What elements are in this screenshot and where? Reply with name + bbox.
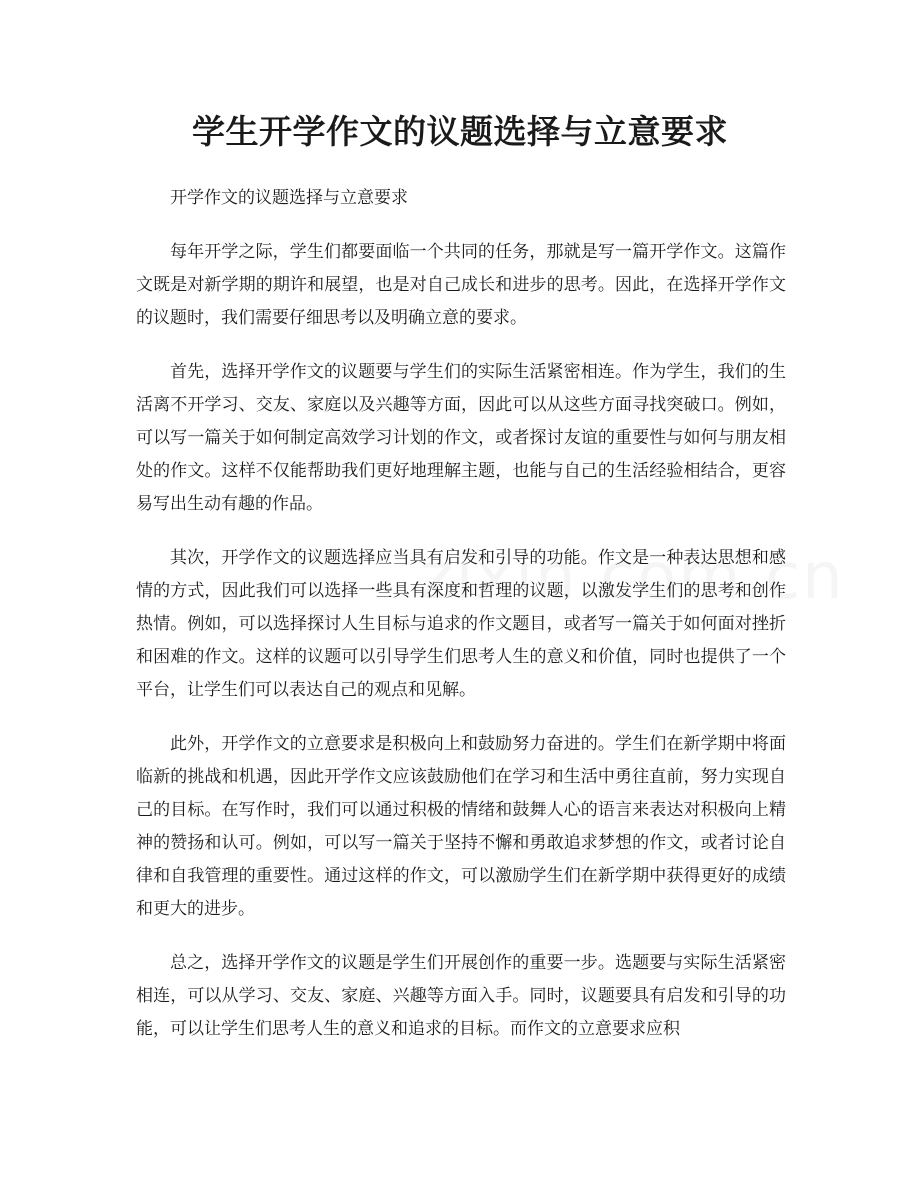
paragraph-1: 每年开学之际，学生们都要面临一个共同的任务，那就是写一篇开学作文。这篇作文既是对新学期的期许和展望，也是对自己成长和进步的思考。因此，在选择开学作文的议题时，我们需要仔细思考以及明确立意的要求。 (136, 242, 786, 328)
document-body (136, 182, 786, 1067)
paragraph-3: 其次，开学作文的议题选择应当具有启发和引导的功能。作文是一种表达思想和感情的方式，因此我们可以选择一些具有深度和哲理的议题，以激发学生们的思考和创作热情。例如，可以选择探讨人生目标与追求的作文题目，或者写一篇关于如何面对挫折和困难的作文。这样的议题可以引导学生们思考人生的意义和价值，同时也提供了一个平台，让学生们可以表达自己的观点和见解。 (136, 548, 786, 700)
paragraph-5: 总之，选择开学作文的议题是学生们开展创作的重要一步。选题要与实际生活紧密相连，可以从学习、交友、家庭、兴趣等方面入手。同时，议题要具有启发和引导的功能，可以让学生们思考人生的意义和追求的目标。而作文的立意要求应积 (136, 953, 786, 1039)
document-subtitle: 开学作文的议题选择与立意要求 (170, 188, 408, 208)
document-title: 学生开学作文的议题选择与立意要求 (192, 112, 728, 151)
paragraph-2: 首先，选择开学作文的议题要与学生们的实际生活紧密相连。作为学生，我们的生活离不开学习、交友、家庭以及兴趣等方面，因此可以从这些方面寻找突破口。例如，可以写一篇关于如何制定高效学习计划的作文，或者探讨友谊的重要性与如何与朋友相处的作文。这样不仅能帮助我们更好地理解主题，也能与自己的生活经验相结合，更容易写出生动有趣的作品。 (136, 362, 786, 514)
paragraph-4: 此外，开学作文的立意要求是积极向上和鼓励努力奋进的。学生们在新学期中将面临新的挑战和机遇，因此开学作文应该鼓励他们在学习和生活中勇往直前，努力实现自己的目标。在写作时，我们可以通过积极的情绪和鼓舞人心的语言来表达对积极向上精神的赞扬和认可。例如，可以写一篇关于坚持不懈和勇敢追求梦想的作文，或者讨论自律和自我管理的重要性。通过这样的作文，可以激励学生们在新学期中获得更好的成绩和更大的进步。 (136, 734, 786, 919)
